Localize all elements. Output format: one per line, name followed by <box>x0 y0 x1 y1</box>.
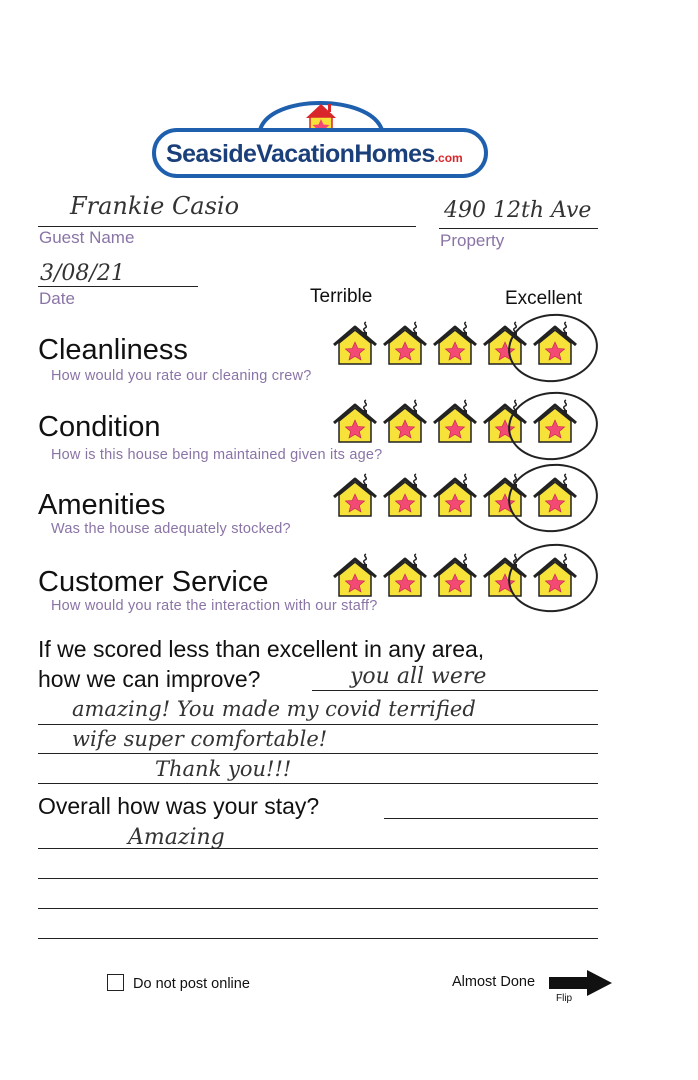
overall-answer: Amazing <box>128 825 225 850</box>
improve-line-1 <box>312 690 598 691</box>
category-label: Amenities <box>38 489 166 521</box>
category-label: Customer Service <box>38 566 269 598</box>
flip-label: Flip <box>556 993 573 1004</box>
overall-line-3 <box>38 878 598 879</box>
house-rating-icon[interactable] <box>332 320 378 366</box>
improve-answer-3: wife super comfortable! <box>72 727 328 751</box>
logo-tld: .com <box>434 151 463 165</box>
improve-question-line1: If we scored less than excellent in any area, <box>38 636 485 662</box>
logo-text <box>166 140 463 169</box>
improve-answer-2: amazing! You made my covid terrified <box>72 697 476 721</box>
date-label: Date <box>39 289 75 308</box>
improve-answer-1: you all were <box>350 664 487 689</box>
property-line <box>439 228 598 229</box>
category-question: How would you rate our cleaning crew? <box>51 368 312 384</box>
house-rating-icon[interactable] <box>382 320 428 366</box>
improve-answer-4: Thank you!!! <box>155 757 292 781</box>
overall-line-1 <box>384 818 598 819</box>
date-value: 3/08/21 <box>40 261 125 286</box>
scale-low-label: Terrible <box>310 286 373 307</box>
category-question: How would you rate the interaction with our staff? <box>51 598 378 614</box>
overall-line-2 <box>38 848 598 849</box>
house-rating-icon[interactable] <box>382 552 428 598</box>
guest-name-label: Guest Name <box>39 228 135 247</box>
date-line <box>38 286 198 287</box>
category-question: Was the house adequately stocked? <box>51 521 291 537</box>
house-rating-icon[interactable] <box>432 398 478 444</box>
property-label: Property <box>440 231 505 250</box>
house-rating-icon[interactable] <box>332 398 378 444</box>
logo-brand: SeasideVacationHomes <box>166 140 435 168</box>
improve-line-2 <box>38 724 598 725</box>
house-rating-icon[interactable] <box>332 552 378 598</box>
house-rating-icon[interactable] <box>382 398 428 444</box>
guest-name-value: Frankie Casio <box>70 192 240 220</box>
guest-name-line <box>38 226 416 227</box>
category-question: How is this house being maintained given its age? <box>51 447 383 463</box>
house-rating-icon[interactable] <box>332 472 378 518</box>
improve-question-line2: how we can improve? <box>38 666 261 692</box>
logo <box>150 86 490 180</box>
scale-high-label: Excellent <box>505 288 583 309</box>
improve-line-4 <box>38 783 598 784</box>
no-post-label: Do not post online <box>133 976 250 992</box>
category-label: Condition <box>38 411 161 443</box>
overall-line-5 <box>38 938 598 939</box>
house-rating-icon[interactable] <box>432 472 478 518</box>
improve-line-3 <box>38 753 598 754</box>
no-post-checkbox[interactable] <box>107 974 124 991</box>
house-rating-icon[interactable] <box>432 552 478 598</box>
category-label: Cleanliness <box>38 334 188 366</box>
overall-question: Overall how was your stay? <box>38 793 320 819</box>
house-rating-icon[interactable] <box>382 472 428 518</box>
property-value: 490 12th Ave <box>444 198 592 223</box>
house-rating-icon[interactable] <box>432 320 478 366</box>
overall-line-4 <box>38 908 598 909</box>
almost-done-label: Almost Done <box>452 974 536 990</box>
